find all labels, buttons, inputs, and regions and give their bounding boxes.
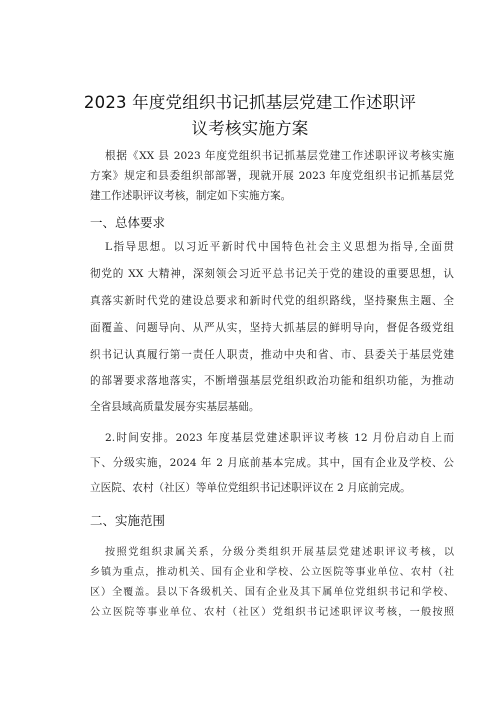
paragraph-line: 公立医院等事业单位、农村（社区）党组织书记述职评议考核，一般按照 (90, 607, 454, 618)
paragraph-line: 彻党的 XX 大精神，深刻领会习近平总书记关于党的建设的重要思想，认 (90, 268, 454, 280)
paragraph-line: 按照党组织隶属关系，分级分类组织开展基层党建述职评议考核，以 (105, 547, 454, 558)
paragraph-line: 下、分级实施，2024 年 2 月底前基本完成。其中，国有企业及学校、公 (90, 457, 454, 469)
paragraph-line: 织书记认真履行第一责任人职责，推动中央和省、市、县委关于基层党建 (90, 349, 454, 361)
paragraph-line: 的部署要求落地落实，不断增强基层党组织政治功能和组织功能，为推动 (90, 375, 454, 387)
document-title-line-2: 议考核实施方案 (191, 119, 309, 138)
paragraph-line: 立医院、农村（社区）等单位党组织书记述职评议在 2 月底前完成。 (90, 482, 411, 494)
intro-line: 建工作述职评议考核，制定如下实施方案。 (90, 190, 292, 202)
section-heading-scope: 二、实施范围 (90, 513, 166, 528)
intro-line: 方案》规定和县委组织部部署，现就开展 2023 年度党组织书记抓基层党 (90, 170, 454, 182)
paragraph-line: L指导思想。以习近平新时代中国特色社会主义思想为指导,全面贯 (105, 241, 454, 253)
paragraph-line: 区）全覆盖。县以下各级机关、国有企业及其下属单位党组织书记和学校、 (90, 587, 454, 598)
paragraph-line: 2.时间安排。2023 年度基层党建述职评议考核 12 月份启动自上而 (105, 432, 454, 444)
document-title-line-1: 2023 年度党组织书记抓基层党建工作述职评 (83, 93, 417, 112)
intro-line: 根据《XX 县 2023 年度党组织书记抓基层党建工作述职评议考核实施 (105, 150, 454, 162)
paragraph-line: 面覆盖、问题导向、从严从实，坚持大抓基层的鲜明导向，督促各级党组 (90, 322, 454, 334)
paragraph-line: 乡镇为重点，推动机关、国有企业和学校、公立医院等事业单位、农村（社 (90, 567, 454, 578)
paragraph-line: 真落实新时代党的建设总要求和新时代党的组织路线，坚持聚焦主题、全 (90, 295, 454, 307)
section-heading-general-requirements: 一、总体要求 (90, 215, 166, 230)
paragraph-line: 全省县域高质量发展夯实基层基础。 (90, 401, 260, 413)
